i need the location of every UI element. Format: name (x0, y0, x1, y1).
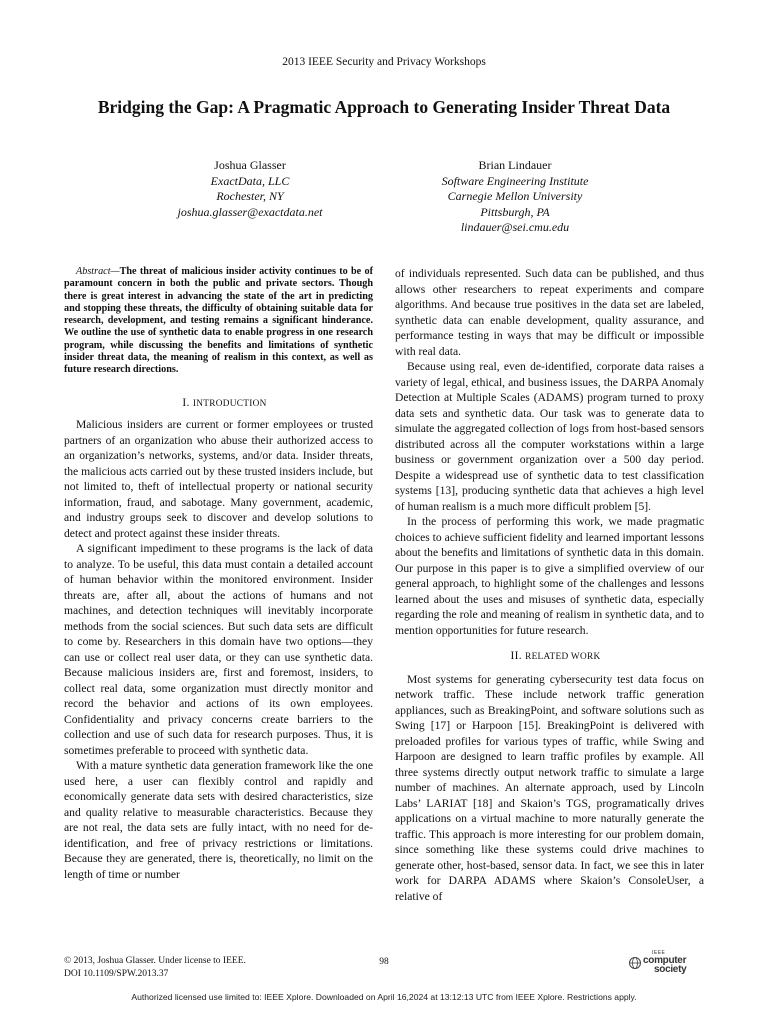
globe-icon (628, 956, 642, 970)
paragraph: In the process of performing this work, we made pragmatic choices to achieve sufficient fidelity and learned important lessons about the benefits and limitations of synthetic data in this domain. Our purpose in this paper is to give a simplified overview of our general approach, to highlight some of the challenges and lessons learned about the uses and misuses of synthetic data, especially regarding the role and meaning of realism in synthetic data, and to mention opportunities for future research. (395, 515, 704, 637)
paragraph: Most systems for generating cybersecurity test data focus on network traffic. These include network traffic generation appliances, such as BreakingPoint, and software solutions such as Swing [17] or Harpoon [15]. BreakingPoint is delivered with preloaded profiles for various types of traffic, while Swing and Harpoon are designed to learn traffic profiles by example. All three systems directly output network traffic to simulate a large number of machines. An alternate approach, used by Lincoln Labs’ LARIAT [18] and Skaion’s TGS, programatically drives applications on a virtual machine to more naturally generate the traffic. This approach is more interesting for our problem domain, since something like these systems could drive machines to generate other, host-based, sensor data. In fact, we see this in later work for DARPA ADAMS where Skaion’s ConsoleUser, a relative of (395, 672, 704, 903)
section-title: INTRODUCTION (192, 398, 267, 409)
abstract-label: Abstract (76, 266, 111, 277)
doi: DOI 10.1109/SPW.2013.37 (64, 969, 169, 979)
logo-line-2: society (654, 964, 687, 975)
section-title: RELATED WORK (525, 652, 601, 662)
authorized-use-notice: Authorized licensed use limited to: IEEE Xplore. Downloaded on April 16,2024 at 13:12:13 UTC from IEEE Xplore. Restrictions apply. (131, 992, 637, 1002)
author-affiliation: Carnegie Mellon University (447, 189, 583, 203)
paragraph: A significant impediment to these programs is the lack of data to analyze. To be useful, this data must contain a detailed account of human behavior within the monitored environment. Insider threats are, after all, about the actions of humans and not machines, and detection techniques will inevitably incorporate methods from the social sciences. But such data sets are difficult to come by. Researchers in this domain have two options—they can use or collect real user data, or they can use synthetic data. Because malicious insiders are, first and foremost, insiders, to collect real data, some organization must directly monitor and record the behavior and actions of its own employees. Confidentiality and privacy concerns create barriers to the collection and use of such data for research purposes. Thus, it is sometimes preferable to proceed with synthetic data. (64, 542, 373, 757)
author-name: Brian Lindauer (478, 158, 552, 172)
copyright: © 2013, Joshua Glasser. Under license to IEEE. (64, 956, 246, 966)
computer-society-logo (626, 950, 706, 980)
abstract-text: The threat of malicious insider activity continues to be of paramount concern in both the public and private sectors. Though there is great interest in advancing the state of the art in predicting and stopping these threats, the difficulty of obtaining suitable data for research, development, and testing remains a significant hinderance. We outline the use of synthetic data to enable progress in one research program, while discussing the benefits and limitations of synthetic insider threat data, the meaning of realism in this context, as well as future research directions. (64, 266, 373, 376)
logo-line-1: computer (643, 955, 687, 966)
author-affiliation: ExactData, LLC (210, 173, 290, 188)
author-email: joshua.glasser@exactdata.net (177, 204, 323, 219)
paragraph: Malicious insiders are current or former employees or trusted partners of an organization who abuse their authorized access to an organization’s networks, systems, and/or data. Insider threats, the malicious acts carried out by these trusted insiders include, but not limited to, theft of intellectual property or national security information, fraud, and sabotage. Many government, academic, and industry groups seek to discover and develop solutions to detect and protect against these insider threats. (64, 418, 373, 540)
section-heading: I. INTRODUCTION (182, 396, 267, 409)
author-affiliation: Software Engineering Institute (441, 173, 589, 188)
conference-venue: 2013 IEEE Security and Privacy Workshops (282, 56, 486, 68)
author-name: Joshua Glasser (214, 158, 286, 172)
paper-title: Bridging the Gap: A Pragmatic Approach to Generating Insider Threat Data (97, 97, 671, 117)
page-number: 98 (379, 957, 389, 967)
abstract: Abstract—The threat of malicious insider activity continues to be of paramount concern in both the public and private sectors. Though there is great interest in advancing the state of the art in predicting and stopping these threats, the difficulty of obtaining suitable data for research, development, and testing remains a significant hinderance. We outline the use of synthetic data to enable progress in one research program, while discussing the benefits and limitations of synthetic insider threat data, the meaning of realism in this context, as well as future research directions. (64, 266, 373, 376)
author-block-1 (140, 158, 360, 220)
left-column (64, 266, 373, 882)
logo-ieee-text: IEEE (652, 950, 666, 956)
author-location: Pittsburgh, PA (480, 204, 550, 219)
author-email: lindauer@sei.cmu.edu (460, 220, 570, 234)
section-heading: II. RELATED WORK (510, 650, 601, 662)
paragraph: Because using real, even de-identified, corporate data raises a variety of legal, ethical, and business issues, the DARPA Anomaly Detection at Multiple Scales (ADAMS) program turned to proxy data sets and synthetic data. Our task was to generate data to simulate the aggregated collection of logs from host-based sensors distributed across all the computer workstations within a large business or government organization over a 500 day period. Despite a widespread use of synthetic data to test classification systems [13], producing synthetic data that achieves a high level of human realism is a much more difficult problem [5]. (395, 360, 704, 513)
right-column (395, 266, 704, 904)
footer-copyright-block (64, 955, 246, 981)
author-block-2 (390, 158, 640, 236)
paragraph: With a mature synthetic data generation framework like the one used here, a user can flexibly control and rapidly and economically generate data sets with desired characteristics, size and quality relative to measurable characteristics. Because they are not real, the data sets are fully intact, with no need for de-identification, and free of privacy restrictions or limitations. Because they are generated, there is, theoretically, no limit on the length of time or number (64, 759, 373, 881)
paragraph: of individuals represented. Such data can be published, and thus allows other researchers to repeat experiments and compare algorithms. And because true positives in the data set are labeled, synthetic data can enable development, quality assurance, and performance testing in ways that may be difficult or impossible with real data. (395, 267, 704, 358)
author-location: Rochester, NY (216, 189, 284, 203)
